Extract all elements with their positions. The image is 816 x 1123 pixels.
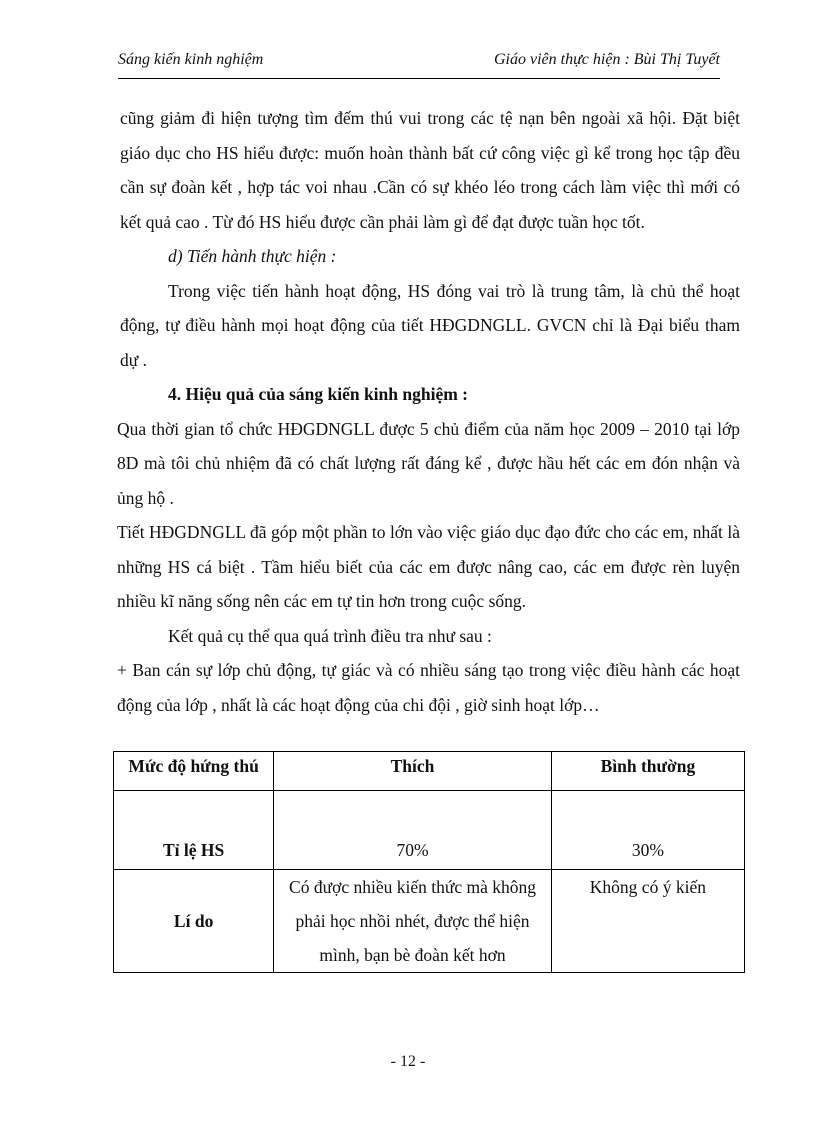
paragraph-survey-intro: Kết quả cụ thể qua quá trình điều tra như sau : bbox=[168, 625, 492, 646]
paragraph-results-overview: Qua thời gian tổ chức HĐGDNGLL được 5 chủ điểm của năm học 2009 – 2010 tại lớp 8D mà tôi chủ nhiệm đã có chất lượng rất đáng kể , được hầu hết các em đón nhận và ủng hộ . bbox=[117, 418, 740, 508]
bullet-class-committee: + Ban cán sự lớp chủ động, tự giác và có nhiều sáng tạo trong việc điều hành các hoạt động của lớp , nhất là các hoạt động của chi đội , giờ sinh hoạt lớp… bbox=[117, 660, 740, 715]
cell-ratio-like: 70% bbox=[274, 791, 552, 870]
header-divider bbox=[118, 78, 720, 79]
reason-like-line: mình, bạn bè đoàn kết hơn bbox=[319, 945, 506, 965]
paragraph-continuation: cũng giảm đi hiện tượng tìm đếm thú vui trong các tệ nạn bên ngoài xã hội. Đặt biệt giáo dục cho HS hiểu được: muốn hoàn thành bất cứ công việc gì kể trong học tập đều cần sự đoàn kết , hợp tác voi nhau .Cần có sự khéo léo trong cách làm việc thì mới có kết quả cao . Từ đó HS hiểu được cần phải làm gì để đạt được tuần học tốt. bbox=[120, 108, 740, 232]
header-cell-normal: Bình thường bbox=[551, 752, 744, 791]
table-row-reason bbox=[114, 870, 745, 973]
table-header-row bbox=[114, 752, 745, 791]
cell-reason-like bbox=[274, 870, 552, 973]
reason-like-line: phải học nhồi nhét, được thể hiện bbox=[295, 911, 530, 931]
table-row-ratio bbox=[114, 791, 745, 870]
paragraph-contribution: Tiết HĐGDNGLL đã góp một phần to lớn vào việc giáo dục đạo đức cho các em, nhất là những HS cá biệt . Tầm hiểu biết của các em được nâng cao, các em được rèn luyện nhiều kĩ năng sống nên các em tự tin hơn trong cuộc sống. bbox=[117, 522, 740, 611]
header-cell-interest-level: Mức độ hứng thú bbox=[114, 752, 274, 791]
document-body bbox=[117, 101, 740, 722]
header-author: Giáo viên thực hiện : Bùi Thị Tuyết bbox=[493, 51, 720, 68]
paragraph-implementation: Trong việc tiến hành hoạt động, HS đóng vai trò là trung tâm, là chủ thể hoạt động, tự điều hành mọi hoạt động của tiết HĐGDNGLL. GVCN chỉ là Đại biểu tham dự . bbox=[120, 280, 740, 370]
header-cell-like: Thích bbox=[274, 752, 552, 791]
cell-reason-normal: Không có ý kiến bbox=[551, 870, 744, 973]
row-label-reason: Lí do bbox=[114, 870, 274, 973]
survey-results-table bbox=[113, 751, 745, 973]
subheading-implementation: d) Tiến hành thực hiện : bbox=[168, 246, 337, 266]
section-heading-effectiveness: 4. Hiệu quả của sáng kiến kinh nghiệm : bbox=[168, 384, 469, 404]
row-label-ratio: Tỉ lệ HS bbox=[114, 791, 274, 870]
page-number: - 12 - bbox=[390, 1053, 426, 1070]
cell-ratio-normal: 30% bbox=[551, 791, 744, 870]
reason-like-line: Có được nhiều kiến thức mà không bbox=[289, 877, 536, 897]
header-document-type: Sáng kiến kinh nghiệm bbox=[118, 51, 264, 68]
page-header bbox=[118, 51, 720, 75]
